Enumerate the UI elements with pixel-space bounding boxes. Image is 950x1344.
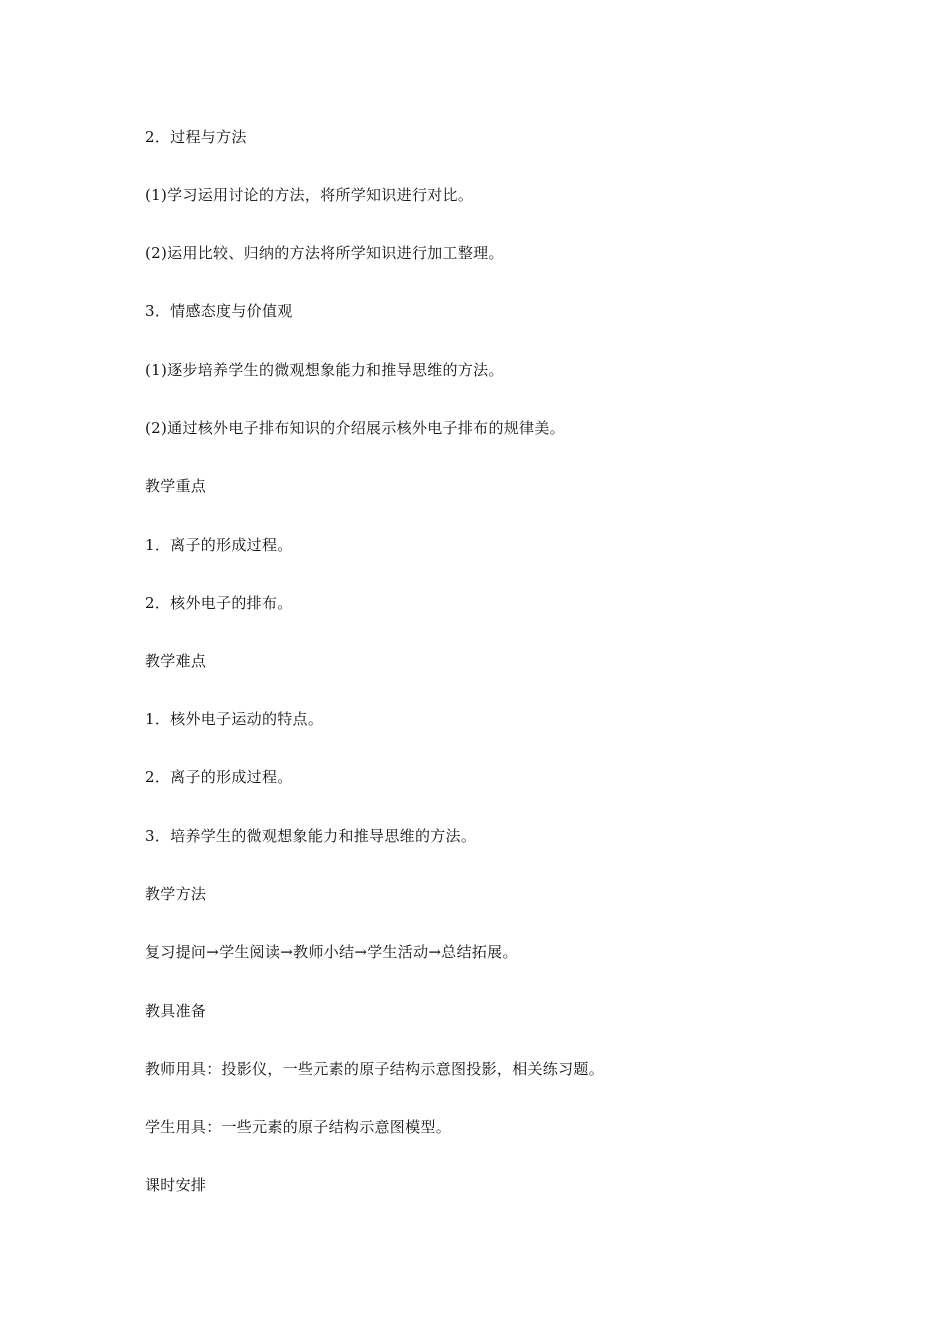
section-heading-teaching-aids: 教具准备 [145,1002,207,1020]
list-item: 3．培养学生的微观想象能力和推导思维的方法。 [145,827,477,845]
list-item: (1)逐步培养学生的微观想象能力和推导思维的方法。 [145,361,504,379]
section-heading-key-points: 教学重点 [145,477,207,495]
list-item: (2)通过核外电子排布知识的介绍展示核外电子排布的规律美。 [145,419,565,437]
section-heading-difficulties: 教学难点 [145,652,207,670]
paragraph-student-aids: 学生用具：一些元素的原子结构示意图模型。 [145,1118,452,1136]
list-item: 1．离子的形成过程。 [145,536,293,554]
list-item: (1)学习运用讨论的方法，将所学知识进行对比。 [145,186,474,204]
section-heading-teaching-method: 教学方法 [145,885,207,903]
list-item: 1．核外电子运动的特点。 [145,710,324,728]
list-item: (2)运用比较、归纳的方法将所学知识进行加工整理。 [145,244,504,262]
paragraph-teaching-flow: 复习提问→学生阅读→教师小结→学生活动→总结拓展。 [145,943,518,961]
list-item: 2．核外电子的排布。 [145,594,293,612]
subheading-emotion-attitude-values: 3．情感态度与价值观 [145,302,293,320]
list-item: 2．离子的形成过程。 [145,768,293,786]
subheading-process-and-method: 2．过程与方法 [145,128,247,146]
paragraph-teacher-aids: 教师用具：投影仪，一些元素的原子结构示意图投影，相关练习题。 [145,1060,605,1078]
section-heading-schedule: 课时安排 [145,1176,207,1194]
